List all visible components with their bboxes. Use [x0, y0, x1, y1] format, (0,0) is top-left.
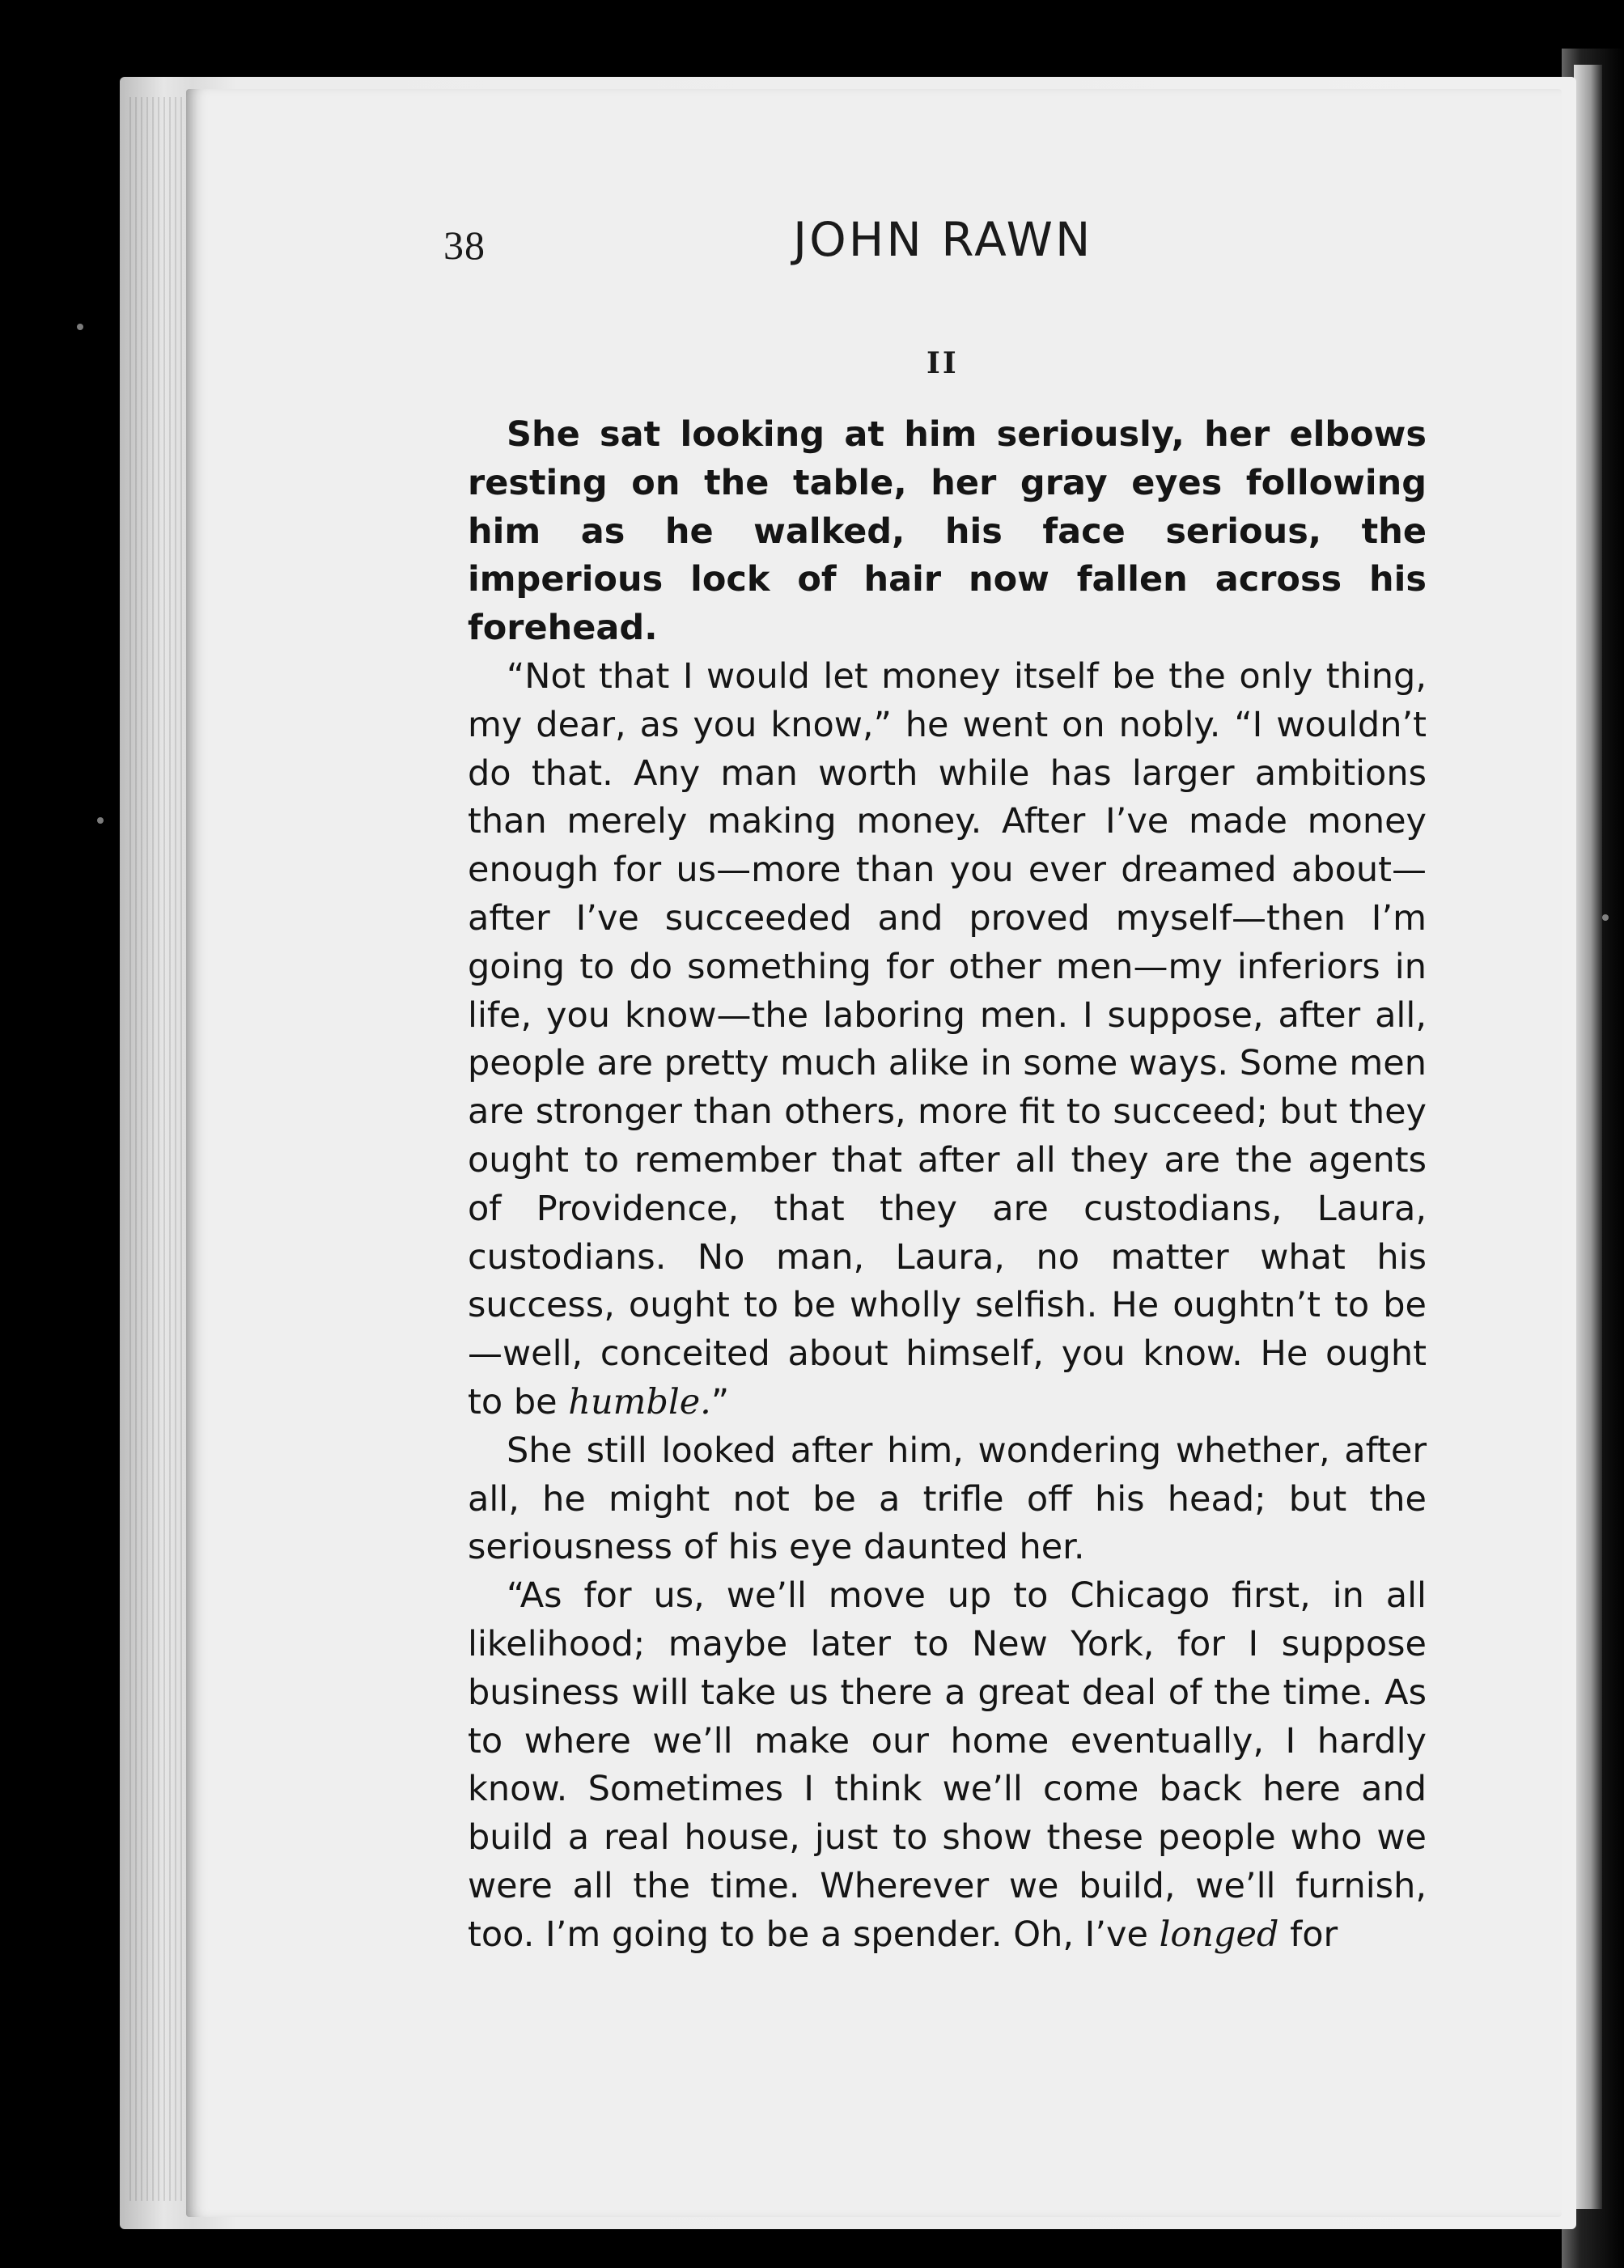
paragraph-text: “As for us, we’ll move up to Chicago first, in all likelihood; maybe later to New York, for I suppose business will take us there a great deal of the time. As to where we’ll make our home eventually, I hardly know. Sometimes I think we’ll come back here and build a real house, just to show these people who we were all the time. Wherever we build, we’ll furnish, too. I’m going to be a spender. Oh, I’ve: [468, 1575, 1427, 1955]
facing-page-edge: [1574, 65, 1602, 2209]
paragraph: [468, 653, 1427, 1427]
paragraph-text-end: ”: [710, 1381, 730, 1422]
paragraph-text: She still looked after him, wondering whether, after all, he might not be a trifle off his head; but the seriousness of his eye daunted her.: [468, 1430, 1427, 1568]
dust-speck: [97, 817, 104, 824]
emphasis-text: longed: [1159, 1914, 1279, 1955]
dust-speck: [77, 324, 83, 330]
binding-gutter: [129, 97, 194, 2201]
dust-speck: [1602, 914, 1609, 921]
section-heading: II: [926, 346, 959, 380]
running-head: JOHN RAWN: [793, 212, 1093, 267]
paragraph: [468, 1427, 1427, 1572]
paragraph: [468, 411, 1427, 653]
page-header: [443, 212, 1099, 277]
body-text: [468, 411, 1427, 1960]
paragraph-text: “Not that I would let money itself be the only thing, my dear, as you know,” he went on nobly. “I wouldn’t do that. Any man worth while has larger ambitions than merely making money. After I’ve made money enough for us—more than you ever dreamed about—after I’ve succeeded and proved myself—then I’m going to do something for other men—my inferiors in life, you know—the laboring men. I suppose, after all, people are pretty much alike in some ways. Some men are stronger than others, more fit to succeed; but they ought to remember that after all they are the agents of Providence, that they are custodians, Laura, custodians. No man, Laura, no matter what his success, ought to be wholly selfish. He oughtn’t to be—well, conceited about himself, you know. He ought to be: [468, 655, 1427, 1422]
paragraph: [468, 1572, 1427, 1959]
paragraph-text-end: for: [1278, 1914, 1338, 1955]
paragraph-text: She sat looking at him seriously, her elbows resting on the table, her gray eyes following him as he walked, his face serious, the imperious lock of hair now fallen across his forehead.: [468, 414, 1427, 649]
emphasis-text: humble.: [568, 1381, 711, 1422]
page-number: 38: [443, 223, 486, 268]
